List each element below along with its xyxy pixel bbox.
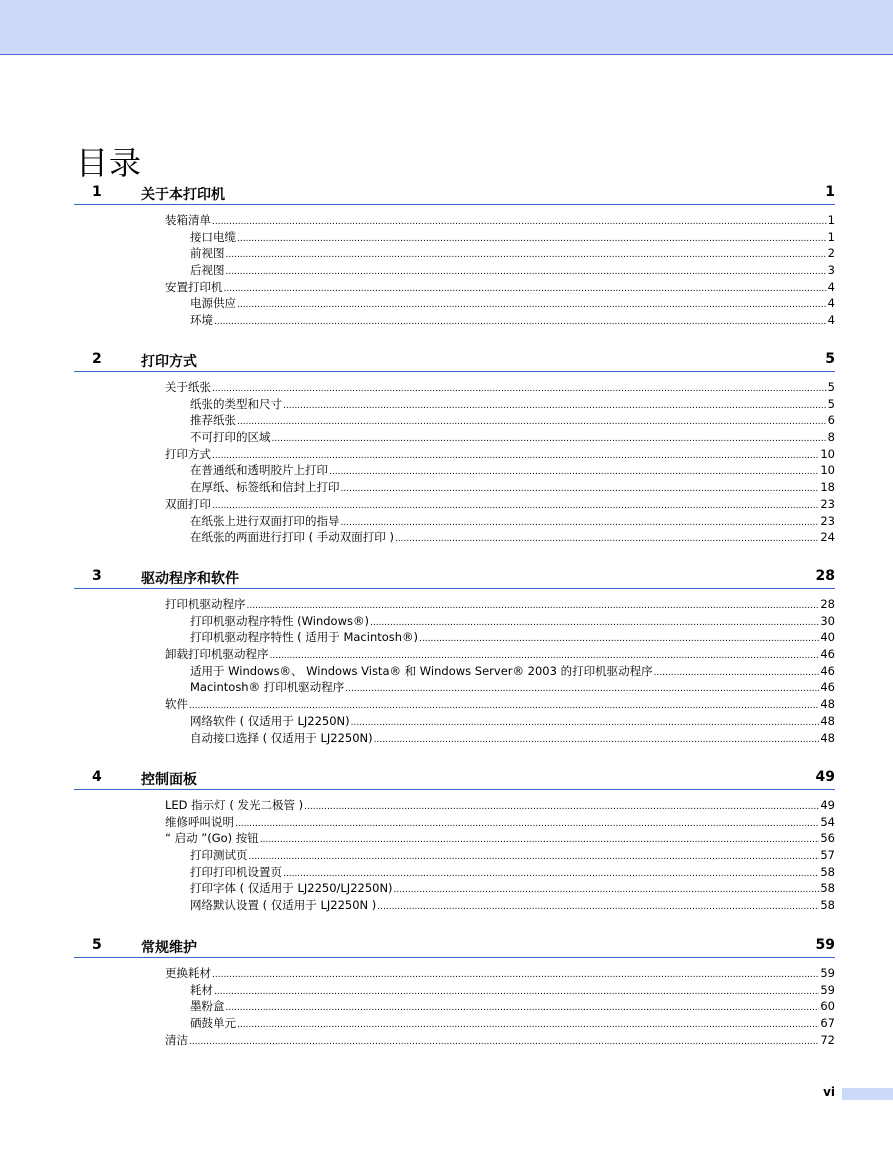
dot-leader: [212, 967, 819, 984]
dot-leader: [189, 1034, 819, 1051]
dot-leader: [329, 464, 819, 481]
toc-entry-page: 1: [827, 213, 835, 227]
toc-entry-page: 72: [820, 1032, 835, 1047]
toc-entry-page: 8: [827, 430, 835, 445]
toc-entry-page: 48: [820, 713, 835, 728]
toc-entry-label: 安置打印机: [165, 279, 223, 294]
header-band: [0, 0, 893, 55]
chapter-title: 控制面板: [141, 772, 197, 788]
toc-entry[interactable]: [74, 596, 835, 613]
chapter-entries: [74, 212, 835, 329]
toc-entry[interactable]: [74, 429, 835, 446]
toc-entry-label: 网络默认设置 ( 仅适用于 LJ2250N ): [190, 898, 377, 913]
toc-entry[interactable]: [74, 830, 835, 847]
dot-leader: [370, 615, 819, 632]
toc-entry-page: 46: [820, 647, 835, 662]
dot-leader: [345, 681, 819, 698]
dot-leader: [377, 899, 819, 916]
toc-entry-page: 23: [820, 496, 835, 511]
chapter-page: 1: [825, 184, 835, 200]
toc-entry[interactable]: [74, 1032, 835, 1049]
toc-entry-label: LED 指示灯 ( 发光二极管 ): [165, 798, 304, 812]
chapter-entries: [74, 596, 835, 746]
dot-leader: [395, 531, 819, 548]
chapter-heading[interactable]: [74, 566, 835, 589]
dot-leader: [235, 816, 819, 833]
toc-entry-label: 软件: [165, 697, 188, 712]
toc-entry-page: 48: [820, 697, 835, 712]
toc-entry-label: 环境: [190, 313, 213, 328]
toc-entry-page: 49: [820, 798, 835, 812]
chapter-number: 5: [92, 937, 102, 953]
toc-entry-label: 打印机驱动程序: [165, 597, 246, 611]
toc-entry-page: 4: [827, 296, 835, 311]
dot-leader: [654, 665, 820, 682]
toc-entry-label: 电源供应: [190, 296, 236, 311]
chapter-number: 3: [92, 568, 102, 584]
toc-entry-page: 2: [827, 246, 835, 261]
toc-entry-label: 适用于 Windows®、 Windows Vista® 和 Windows Server® 2003 的打印机驱动程序: [190, 663, 653, 678]
dot-leader: [341, 515, 820, 532]
toc-entry[interactable]: [74, 998, 835, 1015]
dot-leader: [237, 297, 827, 314]
toc-entry-page: 67: [820, 1016, 835, 1031]
toc-entry[interactable]: [74, 379, 835, 396]
dot-leader: [394, 882, 820, 899]
toc-entry[interactable]: [74, 279, 835, 296]
toc-entry-label: 推荐纸张: [190, 413, 236, 428]
corner-tab: [842, 1088, 893, 1100]
toc-entry[interactable]: [74, 629, 835, 646]
toc-entry-page: 57: [820, 848, 835, 863]
toc-entry-page: 60: [820, 999, 835, 1014]
toc-entry-page: 54: [820, 814, 835, 829]
toc-entry[interactable]: [74, 646, 835, 663]
toc-entry[interactable]: [74, 982, 835, 999]
dot-leader: [212, 381, 827, 398]
page-title: 目录: [76, 144, 143, 183]
toc-entry-page: 1: [827, 229, 835, 244]
dot-leader: [237, 231, 827, 248]
toc-entry[interactable]: [74, 262, 835, 279]
chapter-page: 28: [815, 568, 835, 584]
toc-entry[interactable]: [74, 396, 835, 413]
toc-entry[interactable]: [74, 797, 835, 814]
toc-entry-page: 46: [820, 663, 835, 678]
dot-leader: [260, 832, 820, 849]
toc-entry-page: 23: [820, 513, 835, 528]
chapter-title: 驱动程序和软件: [141, 571, 239, 587]
toc-entry-label: 更换耗材: [165, 966, 211, 980]
toc-entry[interactable]: [74, 212, 835, 229]
toc-entry-page: 5: [827, 380, 835, 394]
toc-entry[interactable]: [74, 229, 835, 246]
chapter-2: [74, 349, 835, 545]
toc-entry-label: 纸张的类型和尺寸: [190, 396, 282, 411]
toc-entry-label: Macintosh® 打印机驱动程序: [190, 680, 345, 695]
toc-entry-label: 网络软件 ( 仅适用于 LJ2250N): [190, 713, 350, 728]
chapter-page: 49: [815, 769, 835, 785]
toc-entry-label: 墨粉盒: [190, 999, 225, 1014]
toc-entry[interactable]: [74, 814, 835, 831]
dot-leader: [237, 1017, 819, 1034]
page-number: vi: [823, 1085, 835, 1099]
toc-entry[interactable]: [74, 412, 835, 429]
chapter-4: [74, 767, 835, 913]
toc-entry-label: 打印机驱动程序特性 (Windows®): [190, 613, 369, 628]
chapter-number: 4: [92, 769, 102, 785]
dot-leader: [224, 281, 827, 298]
toc-entry-label: “ 启动 ”(Go) 按钮: [165, 831, 259, 846]
toc-entry-page: 6: [827, 413, 835, 428]
toc-entry-page: 59: [820, 982, 835, 997]
toc-entry[interactable]: [74, 462, 835, 479]
chapter-title: 常规维护: [141, 940, 197, 956]
chapter-heading[interactable]: [74, 349, 835, 372]
dot-leader: [226, 1000, 820, 1017]
toc-entry[interactable]: [74, 245, 835, 262]
toc-entry[interactable]: [74, 713, 835, 730]
toc-entry[interactable]: [74, 312, 835, 329]
dot-leader: [249, 849, 820, 866]
toc-entry-page: 24: [820, 530, 835, 545]
toc-entry-label: 前视图: [190, 246, 225, 261]
toc-entry-page: 58: [820, 881, 835, 896]
dot-leader: [214, 314, 827, 331]
toc-entry-page: 46: [820, 680, 835, 695]
chapter-heading[interactable]: [74, 767, 835, 790]
dot-leader: [212, 214, 827, 231]
chapter-5: [74, 935, 835, 1047]
toc-entry-label: 卸载打印机驱动程序: [165, 647, 269, 662]
toc-entry-label: 硒鼓单元: [190, 1016, 236, 1031]
toc-entry-page: 10: [820, 446, 835, 461]
toc-entry[interactable]: [74, 880, 835, 897]
chapter-entries: [74, 379, 835, 546]
toc-entry[interactable]: [74, 965, 835, 982]
toc-entry-label: 接口电缆: [190, 229, 236, 244]
toc-entry-page: 48: [820, 730, 835, 745]
dot-leader: [419, 631, 819, 648]
toc-entry-label: 清洁: [165, 1032, 188, 1047]
toc-entry-label: 在厚纸、标签纸和信封上打印: [190, 480, 340, 495]
chapter-number: 2: [92, 351, 102, 367]
toc-entry[interactable]: [74, 496, 835, 513]
toc-entry-page: 30: [820, 613, 835, 628]
dot-leader: [272, 431, 827, 448]
toc-entry-page: 59: [820, 966, 835, 980]
toc-entry-label: 不可打印的区域: [190, 430, 271, 445]
chapter-heading[interactable]: [74, 182, 835, 205]
chapter-page: 5: [825, 351, 835, 367]
toc-entry-page: 4: [827, 279, 835, 294]
toc-entry-label: 打印打印机设置页: [190, 864, 282, 879]
chapter-entries: [74, 965, 835, 1048]
dot-leader: [374, 732, 820, 749]
toc-entry-label: 在纸张的两面进行打印 ( 手动双面打印 ): [190, 530, 394, 545]
dot-leader: [351, 715, 820, 732]
toc-entry-page: 40: [820, 630, 835, 645]
toc-entry[interactable]: [74, 730, 835, 747]
toc-entry-label: 打印机驱动程序特性 ( 适用于 Macintosh®): [190, 630, 419, 645]
toc-entry-page: 3: [827, 263, 835, 278]
toc-entry-label: 在纸张上进行双面打印的指导: [190, 513, 340, 528]
toc-entry-label: 打印字体 ( 仅适用于 LJ2250/LJ2250N): [190, 881, 393, 896]
toc-entry-page: 4: [827, 313, 835, 328]
toc-entry-page: 28: [820, 597, 835, 611]
toc-entry-label: 在普通纸和透明胶片上打印: [190, 463, 328, 478]
toc-entry[interactable]: [74, 613, 835, 630]
dot-leader: [214, 984, 819, 1001]
toc-entry[interactable]: [74, 679, 835, 696]
chapter-3: [74, 566, 835, 745]
dot-leader: [341, 481, 820, 498]
toc-entry[interactable]: [74, 847, 835, 864]
dot-leader: [283, 398, 827, 415]
dot-leader: [226, 247, 827, 264]
dot-leader: [237, 414, 827, 431]
toc-entry[interactable]: [74, 696, 835, 713]
toc-entry[interactable]: [74, 1015, 835, 1032]
chapter-entries: [74, 797, 835, 914]
toc-entry-label: 后视图: [190, 263, 225, 278]
chapter-page: 59: [815, 937, 835, 953]
toc-entry-label: 关于纸张: [165, 380, 211, 394]
toc-entry-page: 18: [820, 480, 835, 495]
toc-entry-label: 装箱清单: [165, 213, 211, 227]
toc-entry-page: 56: [820, 831, 835, 846]
toc-entry-label: 打印测试页: [190, 848, 248, 863]
toc-entry[interactable]: [74, 295, 835, 312]
toc-entry[interactable]: [74, 897, 835, 914]
chapter-title: 关于本打印机: [141, 187, 225, 203]
toc-entry-page: 58: [820, 864, 835, 879]
dot-leader: [226, 264, 827, 281]
chapter-1: [74, 182, 835, 328]
toc-entry-label: 耗材: [190, 982, 213, 997]
toc-entry-page: 58: [820, 898, 835, 913]
toc-entry[interactable]: [74, 663, 835, 680]
toc-entry-page: 10: [820, 463, 835, 478]
toc-entry[interactable]: [74, 513, 835, 530]
toc-entry-label: 自动接口选择 ( 仅适用于 LJ2250N): [190, 730, 373, 745]
dot-leader: [304, 799, 819, 816]
toc-entry-page: 5: [827, 396, 835, 411]
chapter-title: 打印方式: [141, 354, 197, 370]
chapter-heading[interactable]: [74, 935, 835, 958]
chapter-number: 1: [92, 184, 102, 200]
toc-entry-label: 打印方式: [165, 446, 211, 461]
toc-entry[interactable]: [74, 864, 835, 881]
toc-entry[interactable]: [74, 446, 835, 463]
toc-entry-label: 维修呼叫说明: [165, 814, 234, 829]
toc-entry[interactable]: [74, 529, 835, 546]
toc-entry[interactable]: [74, 479, 835, 496]
toc-entry-label: 双面打印: [165, 496, 211, 511]
